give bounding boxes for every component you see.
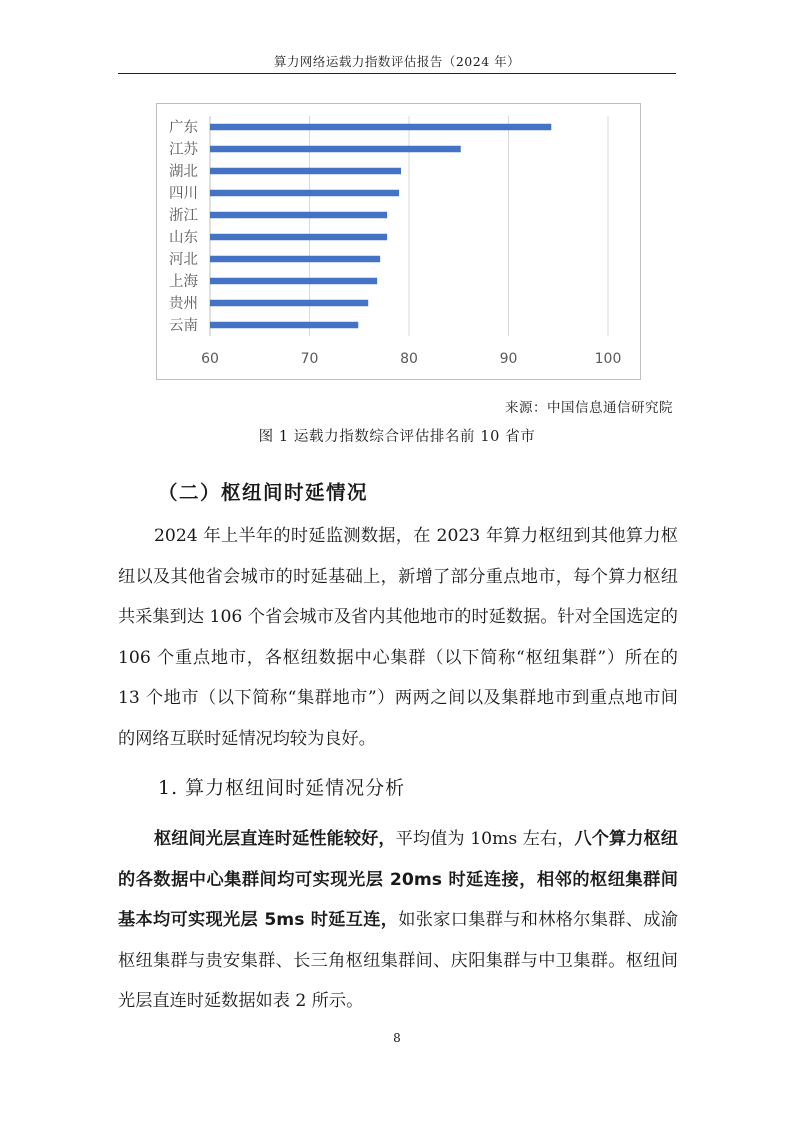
subsection-heading: 1. 算力枢纽间时延情况分析: [158, 777, 406, 799]
bar: [210, 190, 399, 197]
y-category-label: 湖北: [169, 164, 198, 180]
bar: [210, 234, 387, 241]
figure-source: 来源：中国信息通信研究院: [505, 400, 673, 416]
bar: [210, 212, 387, 219]
paragraph-latency-monitoring: 2024 年上半年的时延监测数据，在 2023 年算力枢纽到其他算力枢纽以及其他省会城市的时延基础上，新增了部分重点地市，每个算力枢纽共采集到达 106 个省会城市及省内其他地市的时延数据。针对全国选定的 106 个重点地市，各枢纽数据中心集群（以下简称“枢纽集群”）所在的 13 个地市（以下简称“集群地市”）两两之间以及集群地市到重点地市间的网络互联时延情况均较为良好。: [118, 526, 678, 749]
y-category-label: 云南: [169, 318, 198, 334]
bar: [210, 124, 551, 131]
bar: [210, 146, 461, 153]
y-category-label: 河北: [169, 252, 198, 268]
bar-chart: [156, 103, 641, 380]
y-category-label: 贵州: [169, 296, 198, 312]
normal-text-2: 如张家口集群与和林格尔集群、成渝枢纽集群与贵安集群、长三角枢纽集群间、庆阳集群与中卫集群。枢纽间光层直连时延数据如表 2 所示。: [118, 910, 678, 1012]
figure-caption: 图 1 运载力指数综合评估排名前 10 省市: [258, 429, 536, 445]
y-category-label: 上海: [169, 274, 198, 290]
bar: [210, 256, 380, 263]
y-category-label: 浙江: [169, 208, 198, 224]
y-category-label: 江苏: [169, 142, 198, 158]
bold-text-1: 枢纽间光层直连时延性能较好，: [154, 829, 396, 849]
paragraph-hub-latency: [118, 819, 678, 1022]
header-rule: [118, 73, 676, 74]
normal-text-1: 平均值为 10ms 左右，: [395, 829, 575, 849]
x-tick-label: 70: [300, 351, 319, 367]
page-number: 8: [393, 1031, 401, 1045]
x-tick-label: 80: [400, 351, 418, 367]
y-category-label: 四川: [169, 186, 198, 202]
bar: [210, 278, 377, 285]
bar: [210, 322, 358, 329]
y-category-label: 广东: [169, 120, 198, 136]
x-tick-label: 60: [201, 351, 219, 367]
bar: [210, 168, 401, 175]
bar-chart-svg: [157, 104, 640, 379]
running-header: 算力网络运载力指数评估报告（2024 年）: [273, 54, 521, 69]
section-heading: （二）枢纽间时延情况: [158, 481, 369, 504]
bar: [210, 300, 368, 307]
bold-text-2: 八个算力枢纽的各数据中心集群间均可实现光层 20ms 时延连接，相邻的枢纽集群间基本均可实现光层 5ms 时延互连，: [118, 829, 678, 931]
x-tick-label: 100: [594, 351, 622, 367]
y-category-label: 山东: [169, 230, 198, 246]
x-tick-label: 90: [499, 351, 518, 367]
